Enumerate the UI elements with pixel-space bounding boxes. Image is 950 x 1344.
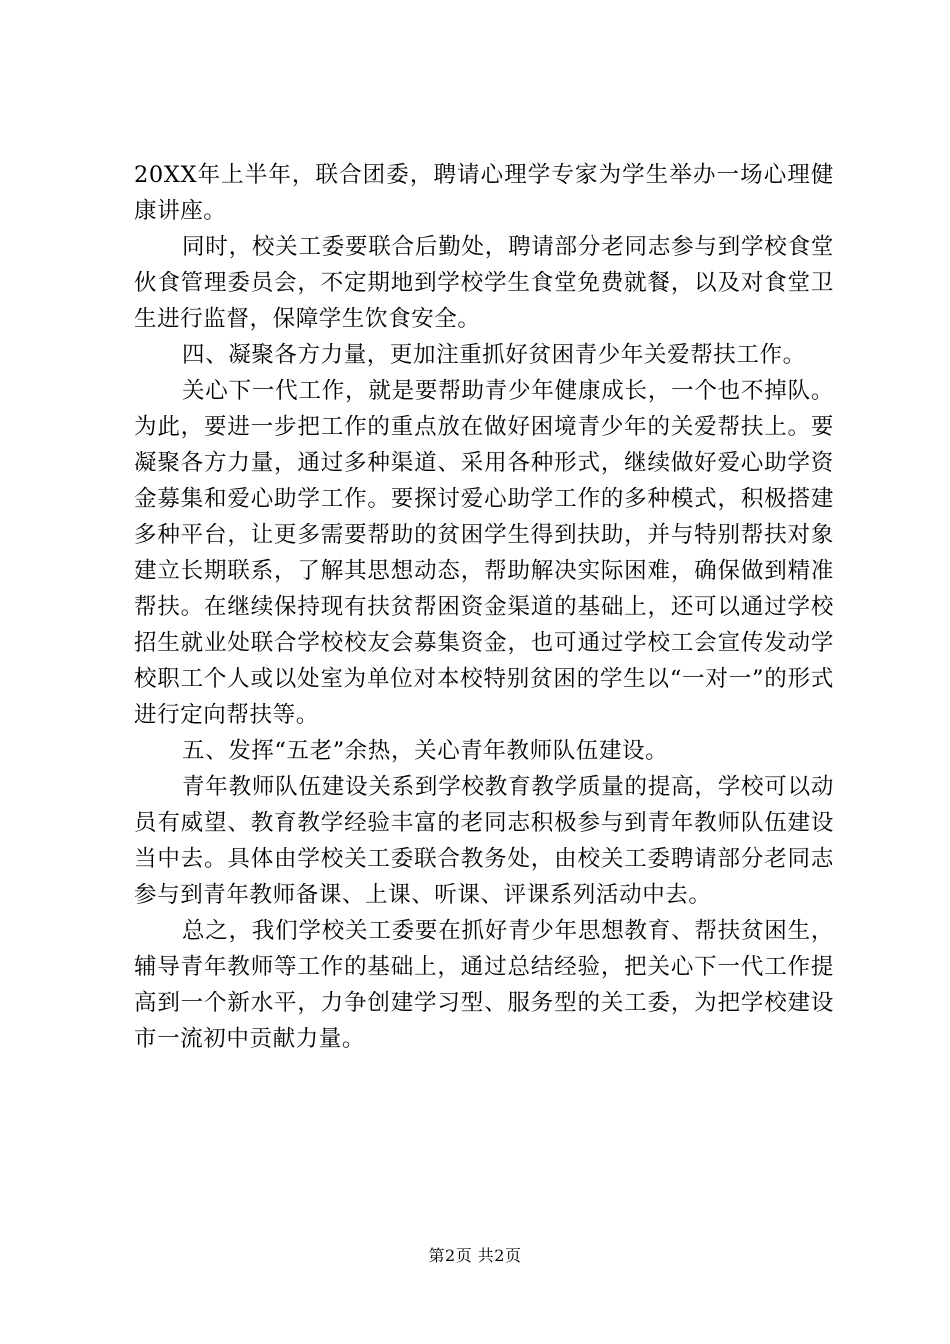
- page-footer: [0, 1246, 950, 1266]
- paragraph: 20XX年上半年，联合团委，聘请心理学专家为学生举办一场心理健康讲座。: [134, 162, 834, 224]
- paragraph: 同时，校关工委要联合后勤处，聘请部分老同志参与到学校食堂伙食管理委员会，不定期地到学校学生食堂免费就餐，以及对食堂卫生进行监督，保障学生饮食安全。: [134, 234, 834, 332]
- paragraph: 关心下一代工作，就是要帮助青少年健康成长，一个也不掉队。为此，要进一步把工作的重点放在做好困境青少年的关爱帮扶上。要凝聚各方力量，通过多种渠道、采用各种形式，继续做好爱心助学资金募集和爱心助学工作。要探讨爱心助学工作的多种模式，积极搭建多种平台，让更多需要帮助的贫困学生得到扶助，并与特别帮扶对象建立长期联系，了解其思想动态，帮助解决实际困难，确保做到精准帮扶。在继续保持现有扶贫帮困资金渠道的基础上，还可以通过学校招生就业处联合学校校友会募集资金，也可通过学校工会宣传发动学校职工个人或以处室为单位对本校特别贫困的学生以“一对一”的形式进行定向帮扶等。: [134, 378, 834, 728]
- section-heading: 四、凝聚各方力量，更加注重抓好贫困青少年关爱帮扶工作。: [182, 342, 806, 368]
- paragraph: 总之，我们学校关工委要在抓好青少年思想教育、帮扶贫困生，辅导青年教师等工作的基础上，通过总结经验，把关心下一代工作提高到一个新水平，力争创建学习型、服务型的关工委，为把学校建设市一流初中贡献力量。: [134, 918, 834, 1052]
- paragraph: 青年教师队伍建设关系到学校教育教学质量的提高，学校可以动员有威望、教育教学经验丰富的老同志积极参与到青年教师队伍建设当中去。具体由学校关工委联合教务处，由校关工委聘请部分老同志参与到青年教师备课、上课、听课、评课系列活动中去。: [134, 774, 834, 908]
- page-number: 第2页 共2页: [428, 1246, 522, 1265]
- section-heading: 五、发挥“五老”余热，关心青年教师队伍建设。: [182, 738, 669, 764]
- document-body: [134, 157, 834, 1057]
